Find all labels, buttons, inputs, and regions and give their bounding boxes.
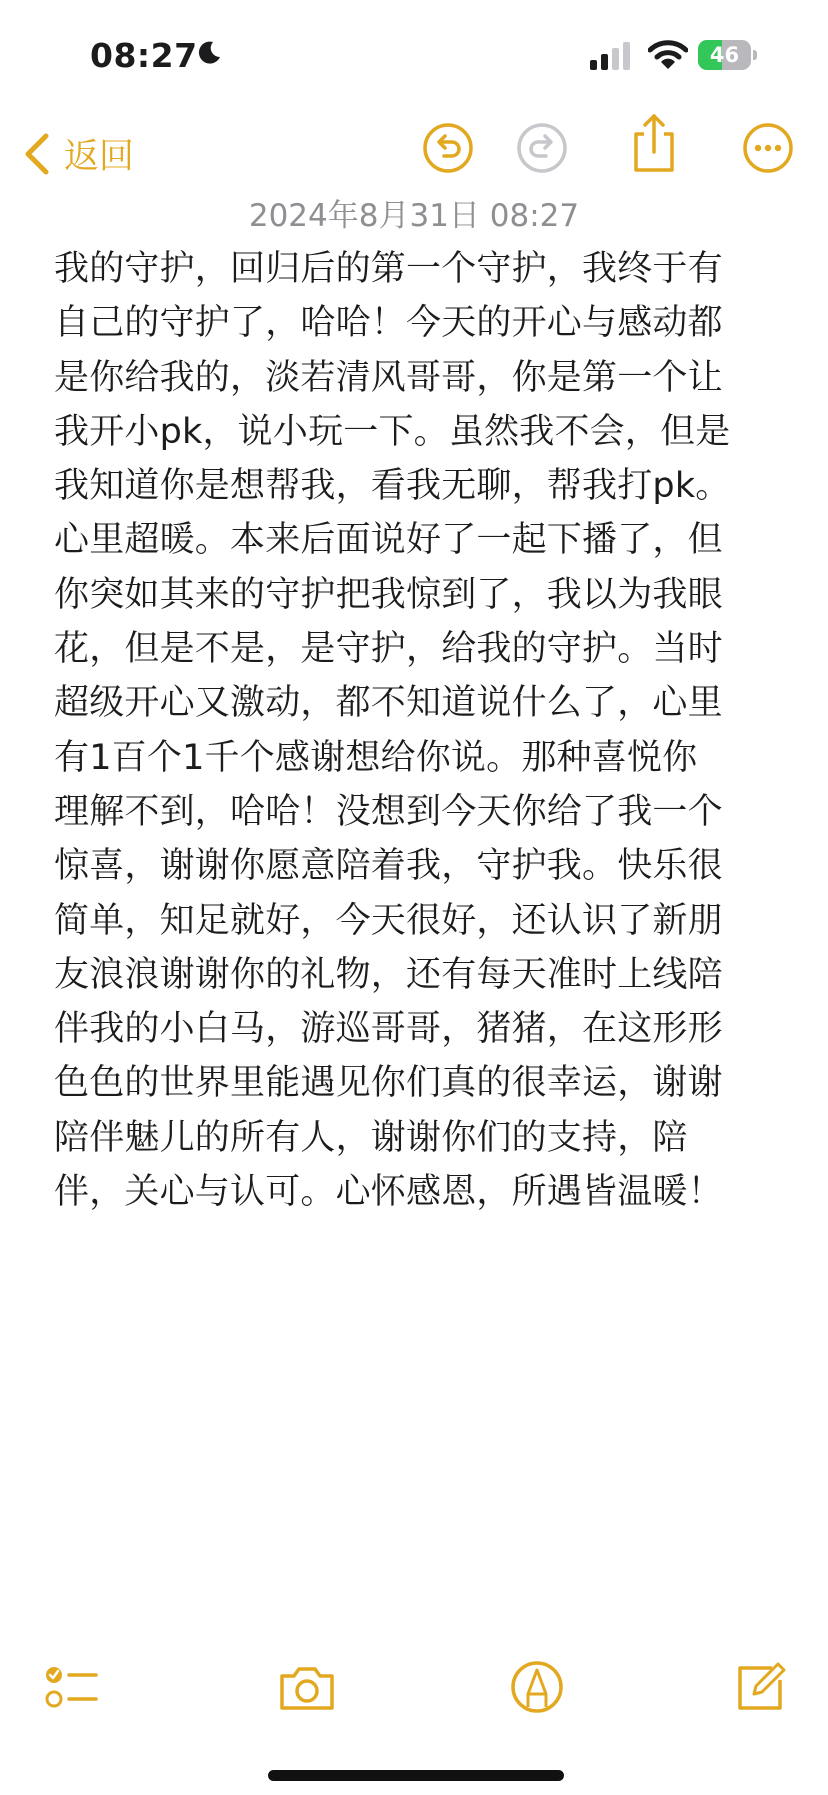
bottom-toolbar [0, 1640, 828, 1730]
note-line: 伴我的小白马，游巡哥哥，猪猪，在这形形 [54, 1009, 723, 1050]
battery-charging-icon [698, 40, 758, 70]
compose-icon[interactable] [732, 1658, 790, 1716]
note-line: 你突如其来的守护把我惊到了，我以为我眼 [54, 574, 723, 615]
back-button[interactable] [22, 124, 134, 184]
note-line: 我开小pk，说小玩一下。虽然我不会，但是 [54, 411, 731, 452]
note-line: 惊喜，谢谢你愿意陪着我，守护我。快乐很 [54, 846, 723, 887]
share-icon[interactable] [626, 112, 682, 176]
battery-nub [753, 50, 757, 60]
note-line: 友浪浪谢谢你的礼物，还有每天准时上线陪 [54, 954, 723, 995]
battery-level: 46 [709, 43, 740, 67]
camera-icon[interactable] [276, 1658, 338, 1716]
note-date: 2024年8月31日 08:27 [248, 198, 580, 234]
note-line: 伴，关心与认可。心怀感恩，所遇皆温暖！ [54, 1172, 723, 1213]
note-line: 理解不到，哈哈！没想到今天你给了我一个 [54, 791, 723, 832]
note-body[interactable] [54, 242, 779, 1219]
note-line: 陪伴魅儿的所有人，谢谢你们的支持，陪 [54, 1117, 688, 1158]
more-icon[interactable] [740, 120, 796, 176]
note-line: 我的守护，回归后的第一个守护，我终于有 [54, 249, 723, 289]
home-indicator [268, 1770, 564, 1781]
note-line: 我知道你是想帮我，看我无聊，帮我打pk。 [54, 466, 731, 507]
note-line: 色色的世界里能遇见你们真的很幸运，谢谢 [54, 1063, 723, 1104]
markup-pen-icon[interactable] [508, 1658, 566, 1716]
redo-icon[interactable] [514, 120, 570, 176]
note-line: 花，但是不是，是守护，给我的守护。当时 [54, 629, 723, 670]
status-time: 08:27 [90, 36, 198, 75]
chevron-left-icon [22, 132, 52, 176]
battery-body [698, 40, 751, 70]
note-line: 是你给我的，淡若清风哥哥，你是第一个让 [54, 357, 723, 398]
wifi-icon [648, 40, 688, 70]
cellular-signal-icon [590, 42, 634, 70]
moon-icon [196, 40, 222, 66]
undo-icon[interactable] [420, 120, 476, 176]
note-line: 有1百个1千个感谢想给你说。那种喜悦你 [54, 737, 698, 778]
status-bar [0, 0, 828, 110]
checklist-icon[interactable] [42, 1658, 100, 1716]
note-line: 心里超暖。本来后面说好了一起下播了，但 [54, 520, 723, 561]
note-line: 自己的守护了，哈哈！今天的开心与感动都 [54, 303, 723, 344]
note-line: 超级开心又激动，都不知道说什么了，心里 [54, 683, 723, 724]
note-line: 简单，知足就好，今天很好，还认识了新朋 [54, 900, 723, 941]
back-label: 返回 [64, 137, 135, 177]
